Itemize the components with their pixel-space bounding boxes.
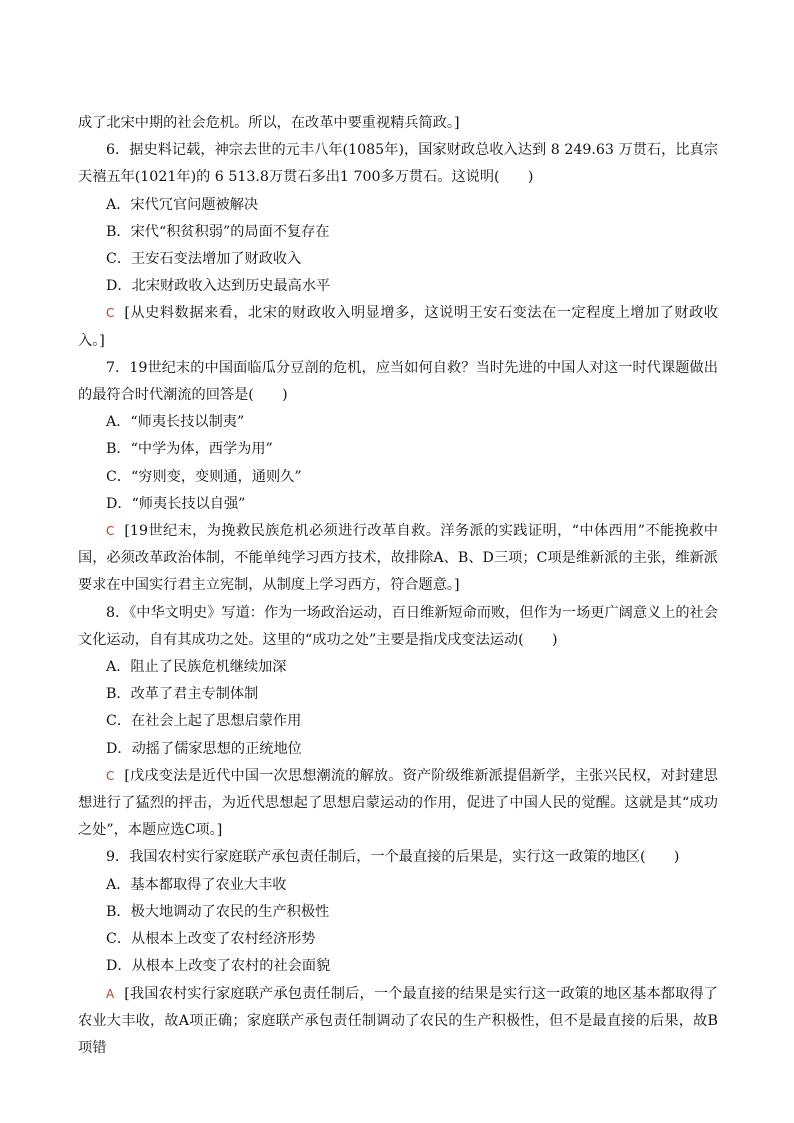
option-c: C．从根本上改变了农村经济形势	[106, 931, 316, 948]
option-a: A．“师夷长技以制夷”	[106, 414, 245, 431]
answer-letter: C	[106, 306, 115, 321]
option-c: C．“穷则变，变则通，通则久”	[106, 468, 302, 485]
question-stem: 6．据史料记载，神宗去世的元丰八年(1085年)，国家财政总收入达到 8 249.63 万贯石，比真宗天禧五年(1021年)的 6 513.8万贯石多出1 700多万贯石。这说明( )	[78, 142, 718, 186]
answer-explanation	[78, 300, 718, 354]
lead-text: 成了北宋中期的社会危机。所以，在改革中要重视精兵简政。]	[78, 115, 460, 131]
question-stem: 9．我国农村实行家庭联产承包责任制后，一个最直接的后果是，实行这一政策的地区( )	[106, 849, 680, 866]
option-c: C．王安石变法增加了财政收入	[106, 251, 302, 268]
explanation-text: [戊戌变法是近代中国一次思想潮流的解放。资产阶级维新派提倡新学，主张兴民权，对封建思想进行了猛烈的抨击，为近代思想起了思想启蒙运动的作用，促进了中国人民的觉醒。这就是其“成功之处”，本题应选C项。]	[78, 767, 718, 839]
option-d: D．“师夷长技以自强”	[106, 495, 246, 512]
option-b: B．改革了君主专制体制	[106, 686, 259, 703]
option-a: A．宋代冗官问题被解决	[106, 196, 259, 213]
question-8	[78, 600, 718, 845]
option-d: D．北宋财政收入达到历史最高水平	[106, 278, 331, 295]
answer-explanation	[78, 518, 718, 600]
option-c: C．在社会上起了思想启蒙作用	[106, 713, 302, 730]
explanation-text: [19世纪末，为挽救民族危机必须进行改革自救。洋务派的实践证明，“中体西用”不能挽救中国，必须改革政治体制，不能单纯学习西方技术，故排除A、B、D三项；C项是维新派的主张，维新派要求在中国实行君主立宪制，从制度上学习西方，符合题意。]	[78, 523, 718, 594]
answer-letter: A	[106, 986, 115, 1001]
answer-explanation	[78, 763, 718, 845]
option-b: B．宋代“积贫积弱”的局面不复存在	[106, 223, 330, 240]
document-content	[78, 110, 718, 1062]
question-stem: 7．19世纪末的中国面临瓜分豆剖的危机，应当如何自救？当时先进的中国人对这一时代课题做出的最符合时代潮流的回答是( )	[78, 359, 718, 404]
question-stem: 8．《中华文明史》写道：作为一场政治运动，百日维新短命而败，但作为一场更广阔意义上的社会文化运动，自有其成功之处。这里的“成功之处”主要是指戊戌变法运动( )	[78, 604, 718, 648]
option-b: B．极大地调动了农民的生产积极性	[106, 903, 330, 920]
answer-letter: C	[106, 768, 115, 783]
question-7	[78, 355, 718, 600]
question-9	[78, 844, 718, 1062]
option-a: A．阻止了民族危机继续加深	[106, 659, 287, 676]
answer-letter: C	[106, 524, 115, 539]
question-6	[78, 137, 718, 355]
option-d: D．动摇了儒家思想的正统地位	[106, 740, 302, 757]
explanation-text: [我国农村实行家庭联产承包责任制后，一个最直接的结果是实行这一政策的地区基本都取得了农业大丰收，故A项正确；家庭联产承包责任制调动了农民的生产积极性，但不是最直接的后果，故B项错	[78, 985, 718, 1056]
explanation-text: [从史料数据来看，北宋的财政收入明显增多，这说明王安石变法在一定程度上增加了财政收入。]	[78, 305, 718, 349]
option-b: B．“中学为体，西学为用”	[106, 441, 273, 458]
option-a: A．基本都取得了农业大丰收	[106, 876, 287, 893]
option-d: D．从根本上改变了农村的社会面貌	[106, 958, 331, 975]
answer-explanation	[78, 981, 718, 1063]
